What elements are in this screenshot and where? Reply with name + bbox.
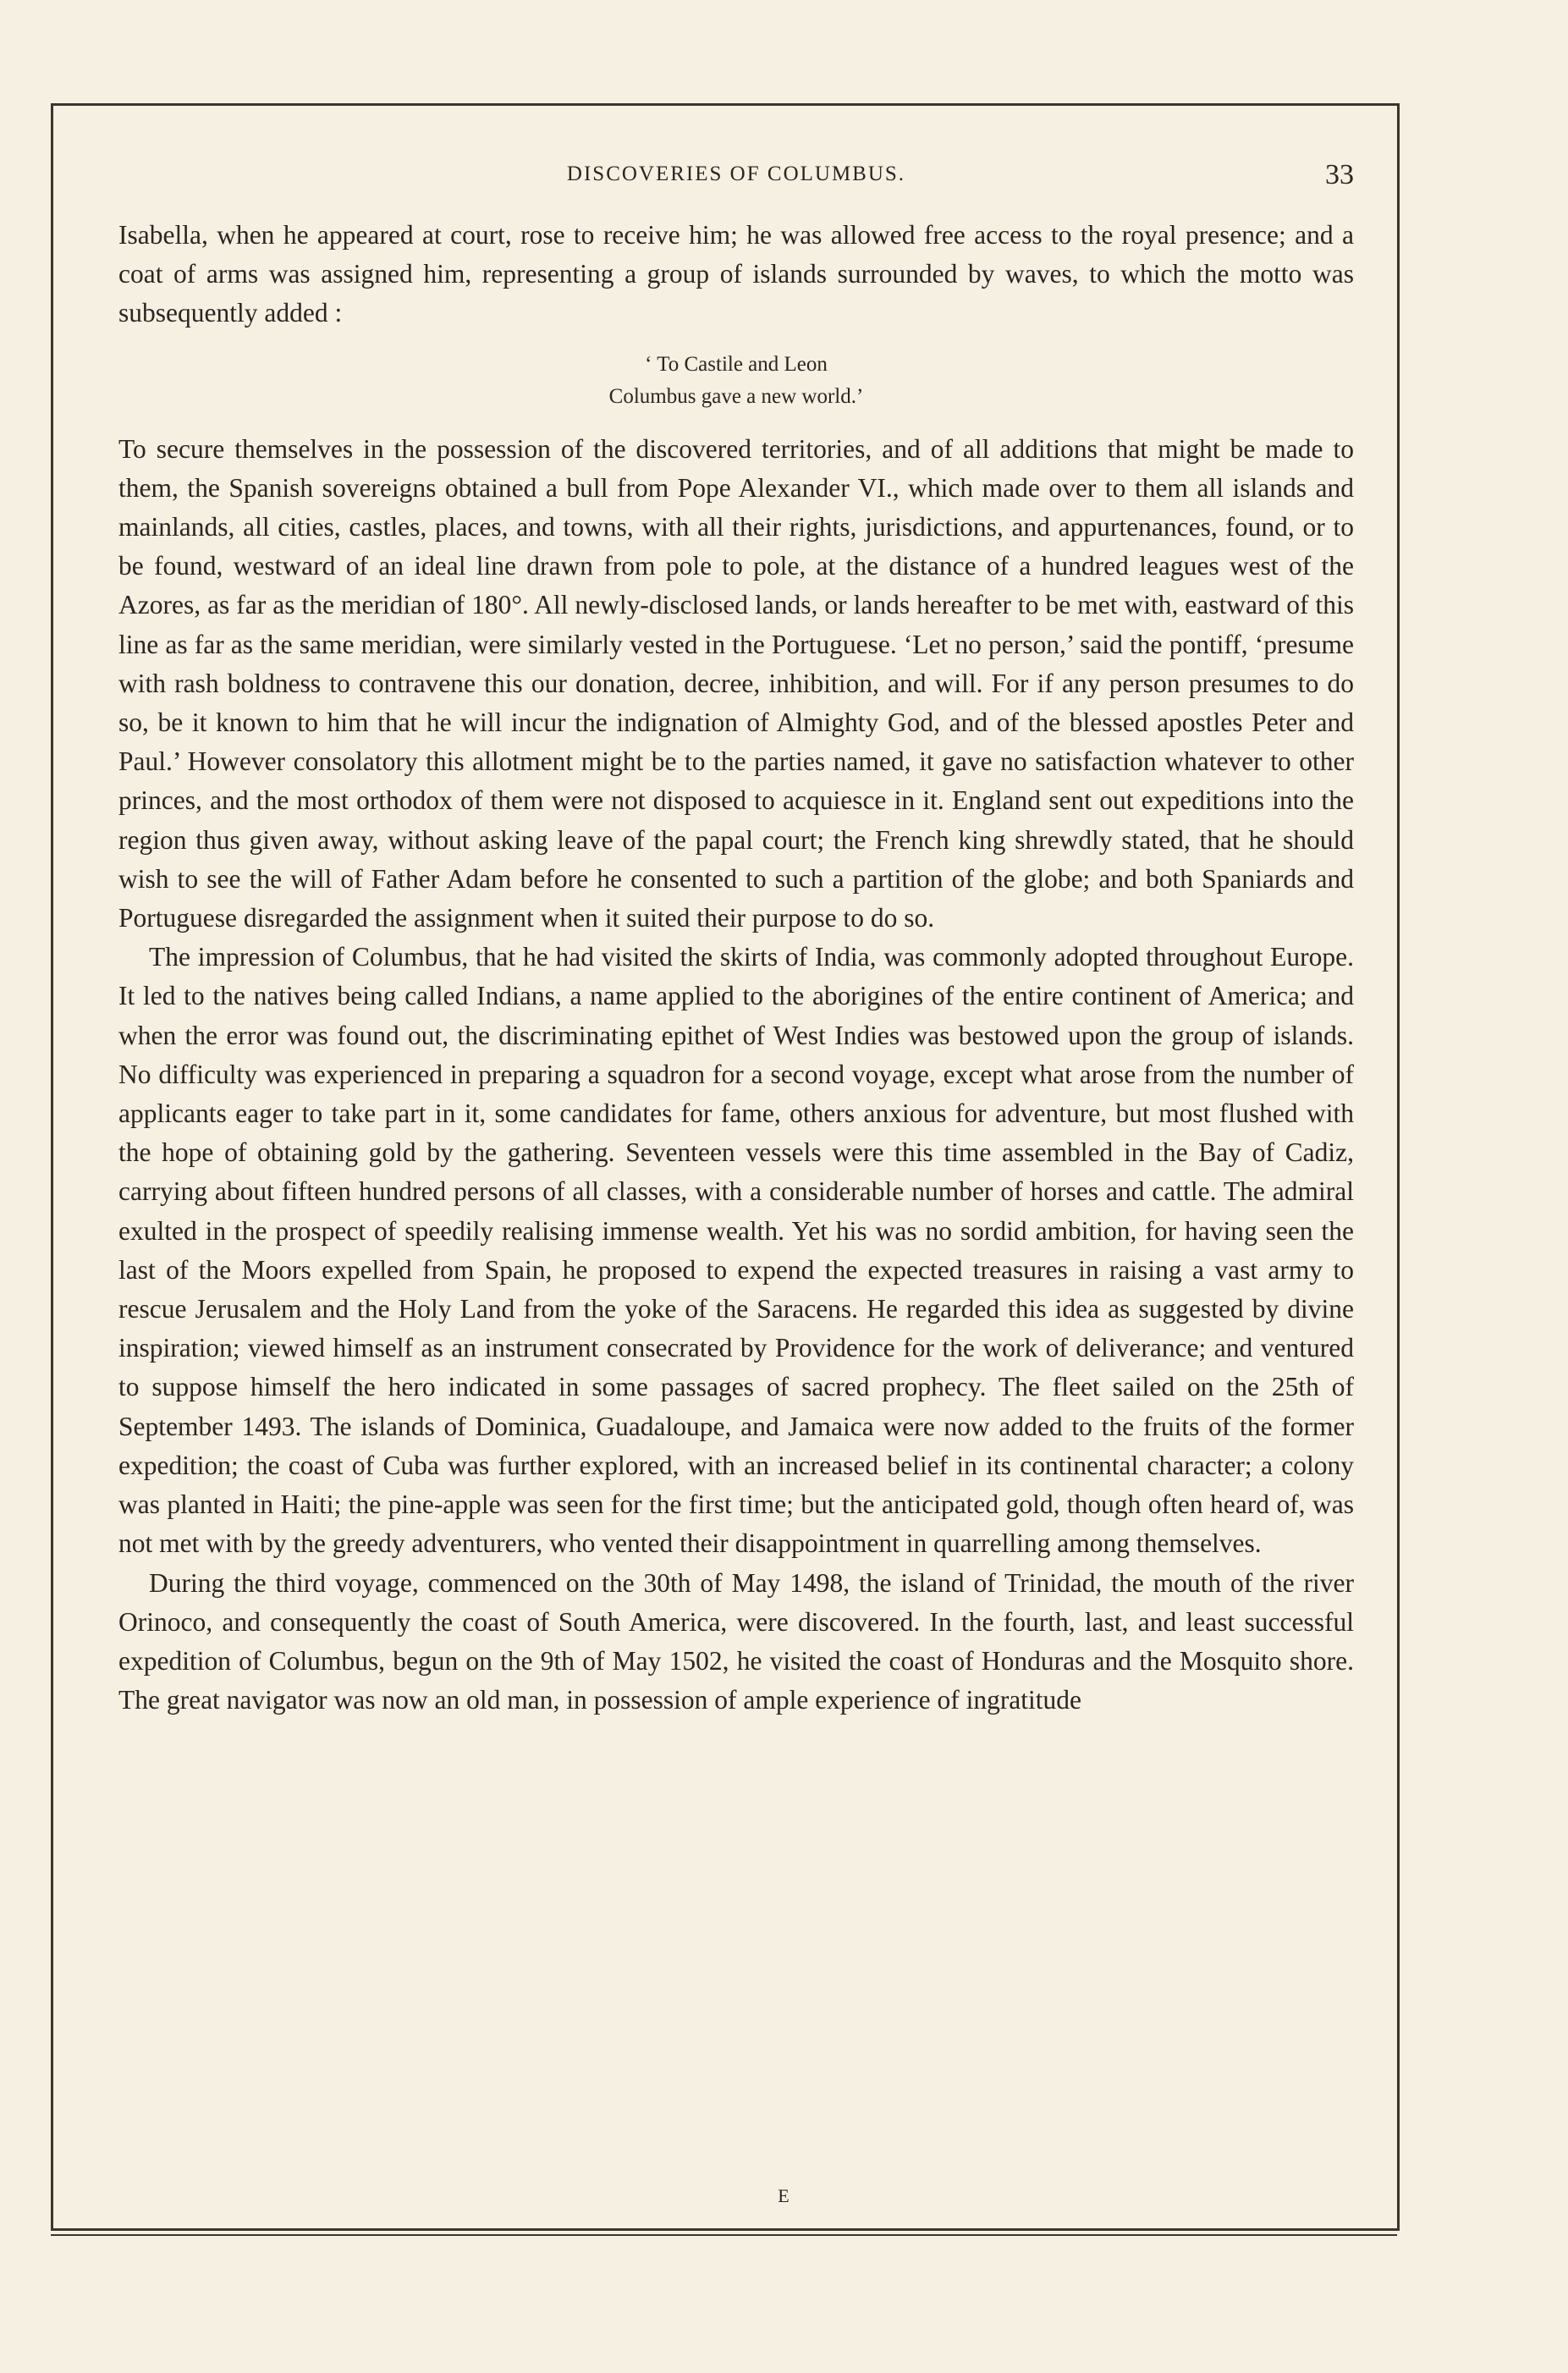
running-head: DISCOVERIES OF COLUMBUS. xyxy=(566,162,906,185)
page-number: 33 xyxy=(1325,159,1354,190)
paragraph-3: The impression of Columbus, that he had visited the skirts of India, was commonly adopted throughout Europe. It led to the natives being called Indians, a name applied to the aborigines of the entire continent of America; and when the error was found out, the discriminating epithet of West Indies was bestowed upon the group of islands. No difficulty was experienced in preparing a squadron for a second voyage, except what arose from the number of applicants eager to take part in it, some candidates for fame, others anxious for adventure, but most flushed with the hope of obtaining gold by the gathering. Seventeen vessels were this time assembled in the Bay of Cadiz, carrying about fifteen hundred persons of all classes, with a considerable number of horses and cattle. The admiral exulted in the prospect of speedily realising immense wealth. Yet his was no sordid ambition, for having seen the last of the Moors expelled from Spain, he proposed to expend the expected treasures in raising a vast army to rescue Jerusalem and the Holy Land from the yoke of the Saracens. He regarded this idea as suggested by divine inspiration; viewed himself as an instrument consecrated by Providence for the work of deliverance; and ventured to suppose himself the hero indicated in some passages of sacred prophecy. The fleet sailed on the 25th of September 1493. The islands of Dominica, Guadaloupe, and Jamaica were now added to the fruits of the former expedition; the coast of Cuba was further explored, with an increased belief in its continental character; a colony was planted in Haiti; the pine-apple was seen for the first time; but the anticipated gold, though often heard of, was not met with by the greedy adventurers, who vented their disappointment in quarrelling among themselves. xyxy=(118,942,1354,1559)
signature-mark: E xyxy=(778,2185,790,2206)
body-text xyxy=(118,216,1354,1720)
paragraph-2: To secure themselves in the possession of the discovered territories, and of all additions that might be made to them, the Spanish sovereigns obtained a bull from Pope Alexander VI., which made over to them all islands and mainlands, all cities, castles, places, and towns, with all their rights, jurisdictions, and appurtenances, found, or to be found, westward of an ideal line drawn from pole to pole, at the distance of a hundred leagues west of the Azores, as far as the meridian of 180°. All newly-disclosed lands, or lands hereafter to be met with, eastward of this line as far as the same meridian, were similarly vested in the Portuguese. ‘Let no person,’ said the pontiff, ‘presume with rash boldness to contravene this our donation, decree, inhibition, and will. For if any person presumes to do so, be it known to him that he will incur the indignation of Almighty God, and of the blessed apostles Peter and Paul.’ However consolatory this allotment might be to the parties named, it gave no satisfaction whatever to other princes, and the most orthodox of them were not disposed to acquiesce in it. England sent out expeditions into the region thus given away, without asking leave of the papal court; the French king shrewdly stated, that he should wish to see the will of Father Adam before he consented to such a partition of the globe; and both Spaniards and Portuguese disregarded the assignment when it suited their purpose to do so. xyxy=(118,433,1354,933)
verse-line-1: ‘ To Castile and Leon xyxy=(645,352,828,376)
paragraph-1: Isabella, when he appeared at court, rose to receive him; he was allowed free access to the royal presence; and a coat of arms was assigned him, representing a group of islands surrounded by waves, to which the motto was subsequently added : xyxy=(118,220,1354,328)
motto-verse xyxy=(118,349,1354,413)
paragraph-4: During the third voyage, commenced on the 30th of May 1498, the island of Trinidad, the mouth of the river Orinoco, and consequently the coast of South America, were discovered. In the fourth, last, and least successful expedition of Columbus, begun on the 9th of May 1502, he visited the coast of Honduras and the Mosquito shore. The great navigator was now an old man, in possession of ample experience of ingratitude xyxy=(118,1567,1354,1715)
verse-line-2: Columbus gave a new world.’ xyxy=(608,384,864,408)
page-header xyxy=(118,159,1354,193)
bottom-rule-outer xyxy=(51,2234,1397,2236)
